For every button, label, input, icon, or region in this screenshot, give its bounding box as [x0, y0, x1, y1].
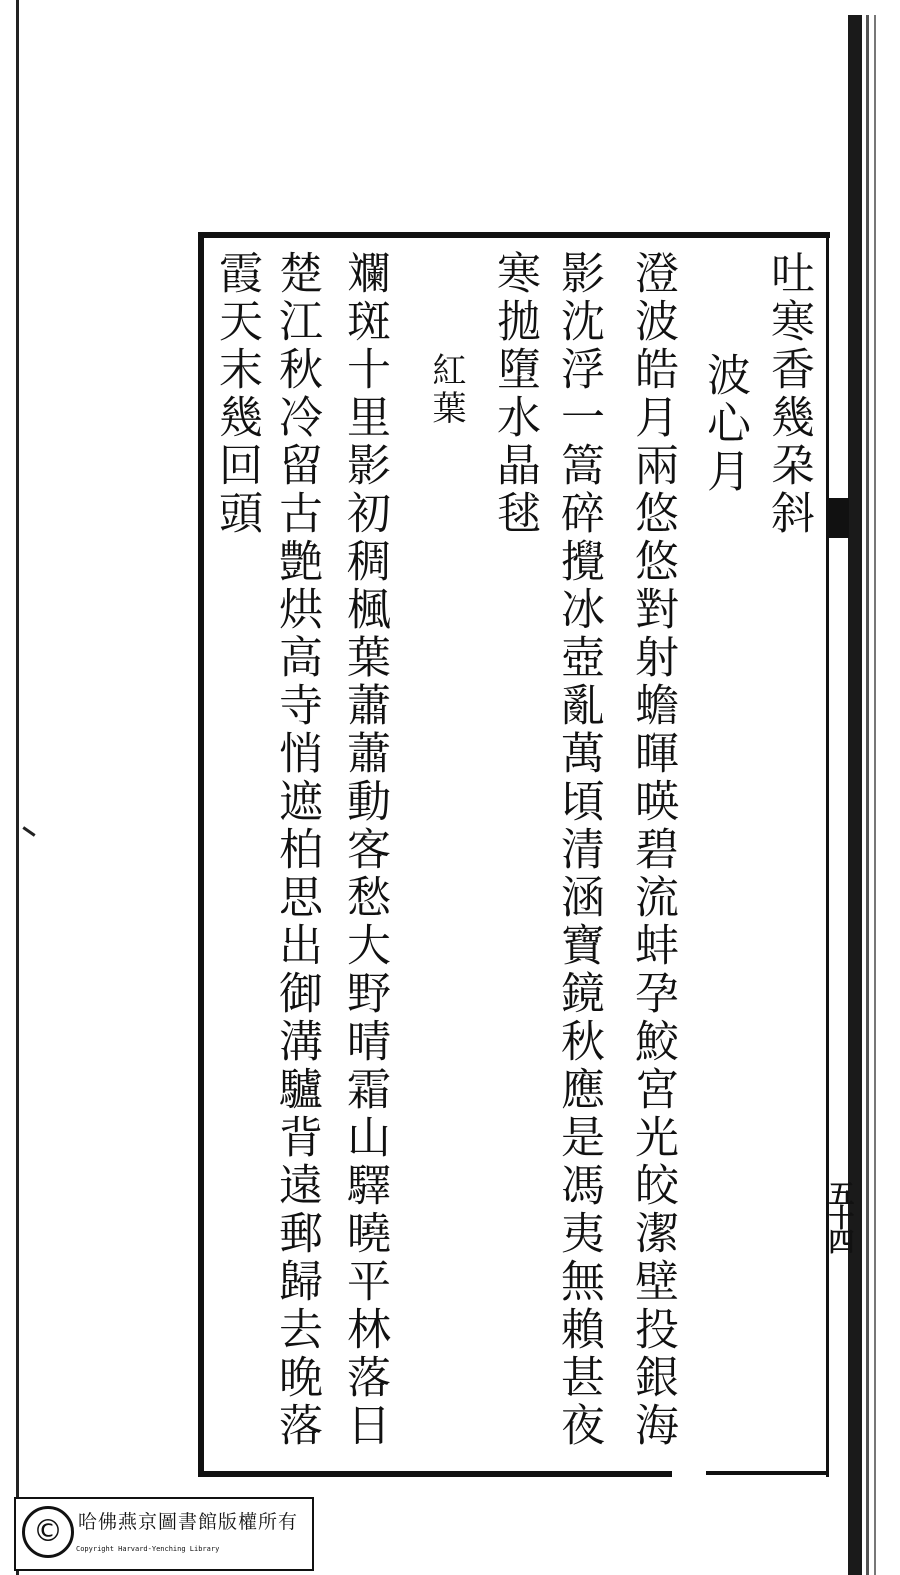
- title-column-bo-xin-yue: 波心月: [699, 352, 750, 496]
- text-column-5: 寒拋墮水晶毬: [489, 250, 540, 538]
- title-column-hong-ye: 紅葉: [426, 352, 466, 428]
- stamp-english-text: Copyright Harvard-Yenching Library: [76, 1545, 220, 1553]
- stamp-chinese-text: 哈佛燕京圖書館版權所有: [78, 1511, 299, 1533]
- frame-bottom-border-right: [706, 1471, 826, 1475]
- text-column-8: 楚江秋冷留古艶烘高寺悄遮柏思出御溝驢背遠郵歸去晚落: [271, 250, 322, 1450]
- text-column-7: 斕斑十里影初稠楓葉蕭蕭動客愁大野晴霜山驛曉平林落日: [339, 250, 390, 1450]
- frame-bottom-border: [198, 1471, 672, 1477]
- left-page-edge: [16, 0, 19, 1575]
- book-binding-gutter: [848, 15, 862, 1575]
- copyright-icon: ©: [22, 1506, 74, 1558]
- text-column-3: 澄波皓月兩悠悠對射蟾暉暎碧流蚌孕鮫宮光皎潔壁投銀海: [627, 250, 678, 1450]
- text-column-1: 吐寒香幾朶斜: [763, 250, 814, 538]
- frame-left-border: [198, 232, 204, 1477]
- fishtail-mark: [829, 498, 849, 538]
- copyright-stamp: [14, 1497, 314, 1571]
- frame-top-border: [198, 232, 830, 238]
- text-column-4: 影沈浮一篙碎攪冰壺亂萬頃清涵寶鏡秋應是馮夷無賴甚夜: [553, 250, 604, 1450]
- page-number: 五十四: [824, 1180, 854, 1252]
- edge-mark: [22, 826, 35, 836]
- binding-stripe: [866, 15, 869, 1575]
- text-column-9: 霞天末幾回頭: [211, 250, 262, 538]
- binding-stripe: [874, 15, 876, 1575]
- frame-right-border: [826, 232, 829, 1477]
